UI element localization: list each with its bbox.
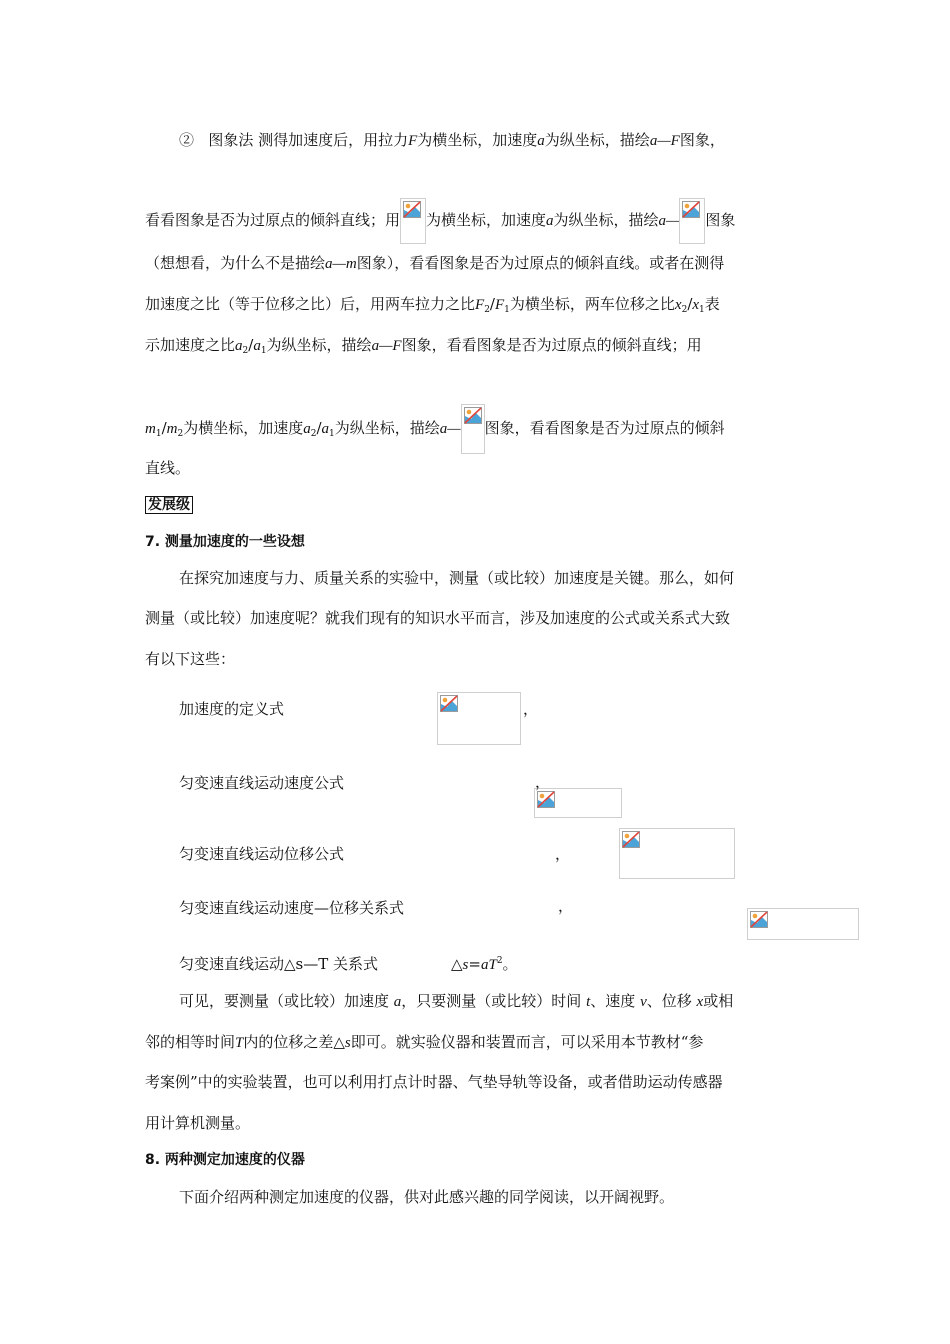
formula-label-2: 匀变速直线运动速度公式 xyxy=(179,774,345,792)
sec7-conclusion-line-2 xyxy=(145,1031,703,1052)
sec7-para-line-3: 有以下这些： xyxy=(145,650,236,668)
sub: 2 xyxy=(310,429,317,439)
sup: 2 xyxy=(496,956,503,966)
text: 示加速度之比 xyxy=(145,336,236,354)
var: T xyxy=(235,1035,244,1051)
text: 、位移 xyxy=(646,992,692,1010)
var: a xyxy=(303,421,311,437)
var: a— xyxy=(439,421,461,437)
text: 图象，看看图象是否为过原点的倾斜 xyxy=(484,419,725,437)
sub: 1 xyxy=(504,305,510,315)
broken-image-icon xyxy=(622,831,640,848)
var: s xyxy=(344,1035,351,1051)
sec8-para-line-1: 下面介绍两种测定加速度的仪器，供对此感兴趣的同学阅读，以开阔视野。 xyxy=(179,1188,675,1206)
var: aT xyxy=(480,957,497,973)
text: 图象， xyxy=(679,131,725,149)
broken-image-icon xyxy=(464,407,482,424)
section-7-heading: 7. 测量加速度的一些设想 xyxy=(145,534,305,550)
circled-two: ② xyxy=(179,131,195,149)
formula-image-velocity-displacement xyxy=(747,908,859,940)
text: 表 xyxy=(704,295,720,313)
slash: / xyxy=(489,295,495,313)
period: 。 xyxy=(502,955,518,973)
broken-image-icon xyxy=(440,695,458,712)
para-line-6 xyxy=(145,404,725,454)
para-line-7: 直线。 xyxy=(145,459,191,477)
var: v xyxy=(640,994,647,1010)
sub: 1 xyxy=(155,429,162,439)
var: m xyxy=(145,421,156,437)
text: 邻的相等时间 xyxy=(145,1033,236,1051)
broken-image-icon xyxy=(682,201,700,218)
var: a—m xyxy=(325,256,357,272)
section-8-heading: 8. 两种测定加速度的仪器 xyxy=(145,1152,305,1168)
sec7-para-line-1: 在探究加速度与力、质量关系的实验中，测量（或比较）加速度是关键。那么，如何 xyxy=(179,569,735,587)
formula-image-2 xyxy=(679,198,705,244)
text: （想想看，为什么不是描绘 xyxy=(145,254,326,272)
broken-image-icon xyxy=(403,201,421,218)
var: a xyxy=(393,994,402,1010)
sec7-conclusion-line-3: 考案例”中的实验装置，也可以利用打点计时器、气垫导轨等设备，或者借助运动传感器 xyxy=(145,1073,723,1091)
var: s xyxy=(462,957,469,973)
formula-image-velocity xyxy=(534,788,622,818)
para-line-2 xyxy=(145,198,735,244)
var: t xyxy=(586,994,591,1010)
formula-5 xyxy=(451,953,518,974)
var: a xyxy=(546,213,554,229)
var: F xyxy=(408,133,418,149)
var: a xyxy=(235,338,243,354)
comma: ， xyxy=(555,845,571,863)
sec7-conclusion-line-4: 用计算机测量。 xyxy=(145,1114,251,1132)
text: 图象 xyxy=(705,211,736,229)
formula-label-5: 匀变速直线运动△s—T 关系式 xyxy=(179,955,379,973)
text: 加速度之比（等于位移之比）后，用两车拉力之比 xyxy=(145,295,476,313)
formula-label-3: 匀变速直线运动位移公式 xyxy=(179,845,345,863)
sub: 2 xyxy=(242,346,249,356)
var: a xyxy=(253,338,261,354)
slash: / xyxy=(161,419,167,437)
formula-image-displacement xyxy=(619,828,735,879)
slash: / xyxy=(687,295,693,313)
var: a xyxy=(537,133,545,149)
var: a—F xyxy=(649,133,680,149)
broken-image-icon xyxy=(750,911,768,928)
sub: 2 xyxy=(484,305,490,315)
sub: 2 xyxy=(177,429,184,439)
text: 或相 xyxy=(703,992,734,1010)
comma: ， xyxy=(535,773,551,791)
formula-label-1: 加速度的定义式 xyxy=(179,700,285,718)
level-tag xyxy=(145,494,193,514)
formula-image-1 xyxy=(400,198,426,244)
var: a xyxy=(321,421,330,437)
text: 可见，要测量（或比较）加速度 xyxy=(179,992,390,1010)
sub: 1 xyxy=(260,346,267,356)
text: 内的位移之差△ xyxy=(243,1033,345,1051)
level-tag-label: 发展级 xyxy=(145,496,193,514)
text: 、速度 xyxy=(590,992,636,1010)
text: 图象法 测得加速度后，用拉力 xyxy=(208,131,409,149)
formula-image-3 xyxy=(461,404,485,454)
sub: 2 xyxy=(681,305,688,315)
comma: ， xyxy=(558,897,574,915)
text: 图象，看看图象是否为过原点的倾斜直线；用 xyxy=(401,336,702,354)
broken-image-icon xyxy=(537,791,555,808)
sec7-para-line-2: 测量（或比较）加速度呢？就我们现有的知识水平而言，涉及加速度的公式或关系式大致 xyxy=(145,609,731,627)
sub: 1 xyxy=(699,305,705,315)
text: 图象），看看图象是否为过原点的倾斜直线。或者在测得 xyxy=(356,254,725,272)
equals: = xyxy=(468,955,481,973)
text: 看看图象是否为过原点的倾斜直线；用 xyxy=(145,211,401,229)
text: 为纵坐标，描绘 xyxy=(266,336,372,354)
var: a— xyxy=(658,213,680,229)
text: 为横坐标，加速度 xyxy=(183,419,304,437)
sub: 1 xyxy=(329,429,335,439)
text: ，只要测量（或比较）时间 xyxy=(401,992,582,1010)
text: 为纵坐标，描绘 xyxy=(544,131,650,149)
para-line-4 xyxy=(145,293,720,315)
var: a—F xyxy=(371,338,402,354)
para-line-5 xyxy=(145,334,702,356)
text: 为纵坐标，描绘 xyxy=(334,419,440,437)
formula-image-definition xyxy=(437,692,521,745)
var: x xyxy=(696,994,704,1010)
var: F xyxy=(475,297,485,313)
text: 为横坐标，两车位移之比 xyxy=(509,295,675,313)
formula-label-4: 匀变速直线运动速度—位移关系式 xyxy=(179,899,405,917)
var: x xyxy=(674,297,682,313)
text: 为横坐标，加速度 xyxy=(426,211,547,229)
para-line-1 xyxy=(179,129,725,150)
var: x xyxy=(692,297,700,313)
delta: △ xyxy=(451,955,463,973)
para-line-3 xyxy=(145,252,724,273)
text: 为纵坐标，描绘 xyxy=(553,211,659,229)
comma: ， xyxy=(523,700,539,718)
slash: / xyxy=(248,336,254,354)
var: m xyxy=(166,421,178,437)
slash: / xyxy=(316,419,322,437)
var: F xyxy=(494,297,505,313)
text: 即可。就实验仪器和装置而言，可以采用本节教材“参 xyxy=(350,1033,704,1051)
sec7-conclusion-line-1 xyxy=(179,990,733,1011)
text: 为横坐标，加速度 xyxy=(417,131,538,149)
